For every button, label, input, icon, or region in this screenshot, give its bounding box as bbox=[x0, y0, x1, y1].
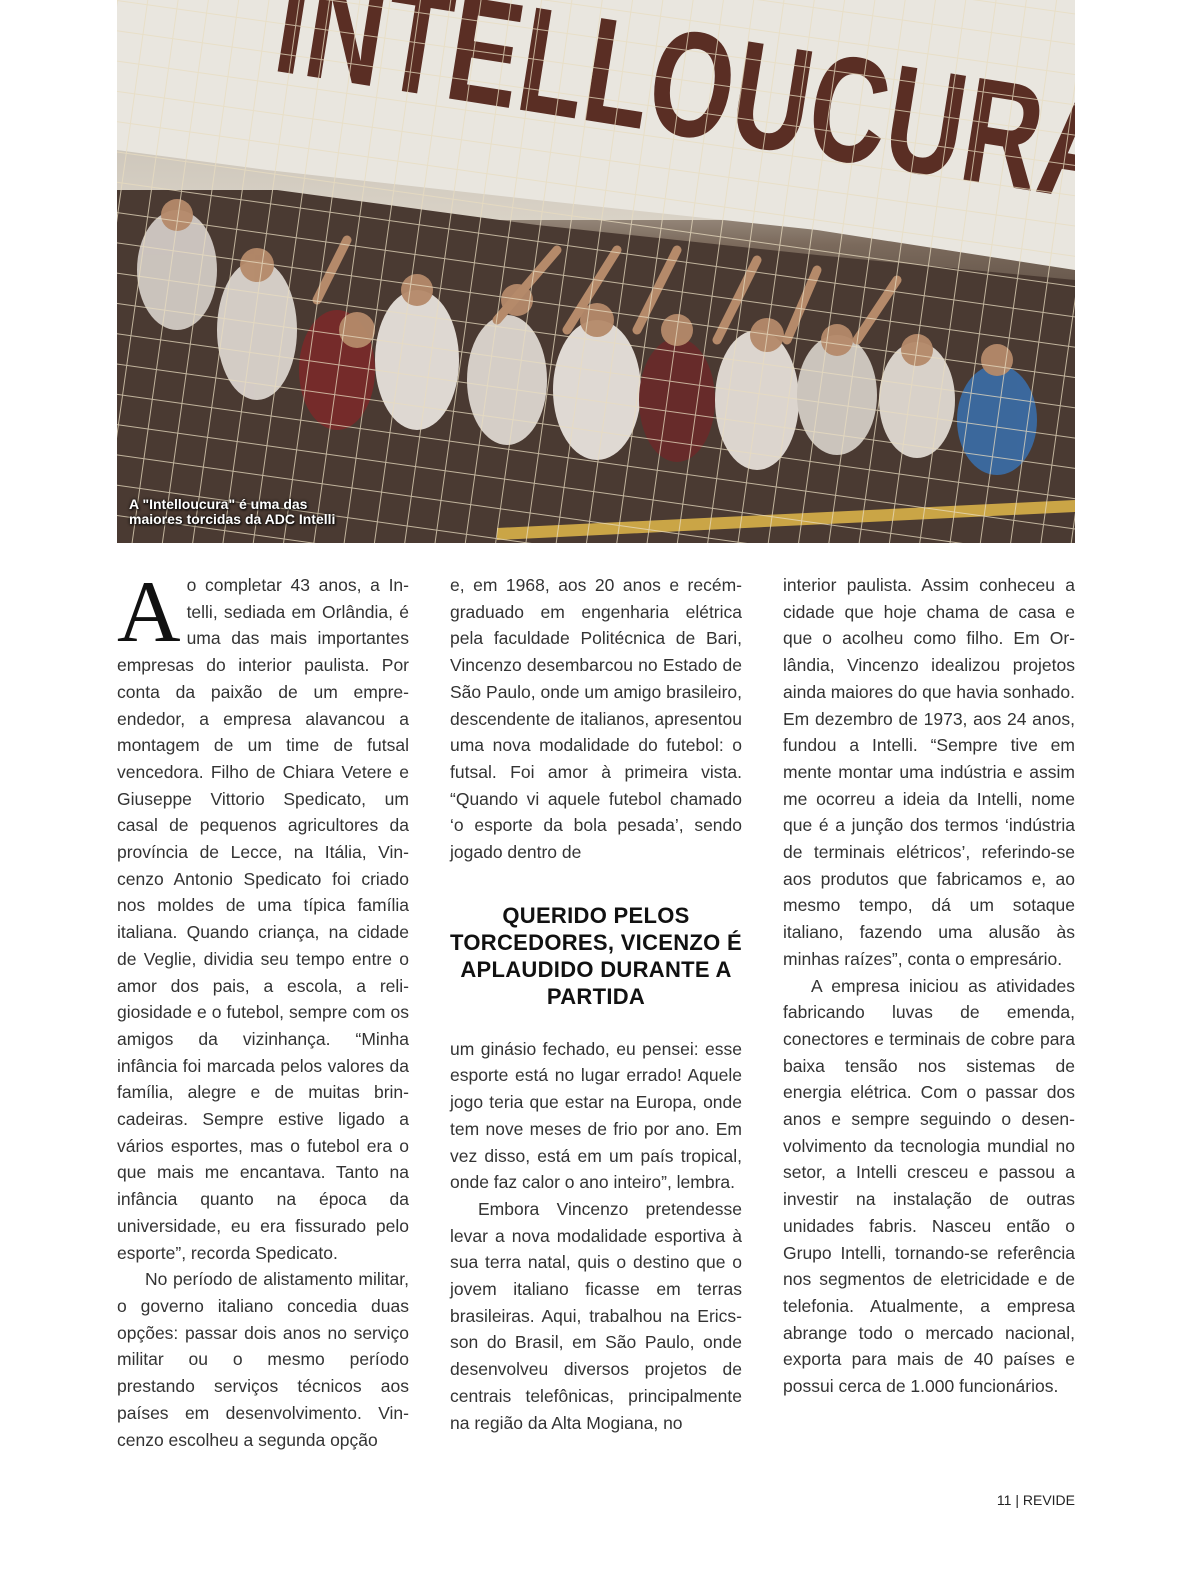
pull-quote: QUERIDO PELOS TORCEDORES, VICENZO É APLAUDIDO DURANTE A PARTIDA bbox=[450, 902, 742, 1009]
page-folio: 11 | REVIDE bbox=[996, 1492, 1075, 1508]
article-column-2 bbox=[450, 572, 742, 1436]
article-column-3 bbox=[783, 572, 1075, 1400]
photo-caption bbox=[129, 497, 389, 527]
hero-photo bbox=[117, 0, 1075, 543]
paragraph: interior paulista. Assim conheceu a cidade que hoje chama de casa e que o acolheu como filho. Em Orlândia, Vincenzo idealizou projetos ainda maiores do que havia sonhado. Em dezembro de 1973, aos 24 anos, fundou a Intelli. “Sempre tive em mente montar uma indústria e assim me ocorreu a ideia da Intelli, nome que é a junção dos termos ‘indústria de terminais elétricos’, referindo-se aos produtos que fabricamos e, ao mesmo tempo, dá um sotaque italiano, fazendo uma alusão às minhas raízes”, conta o empresário. bbox=[783, 575, 1075, 969]
paragraph: A empresa iniciou as atividades fabricando luvas de emenda, conectores e terminais de cobre para baixa tensão nos sistemas de energia elétrica. Com o passar dos anos e sempre seguindo o desenvolvimento da tecnologia mundial no setor, a Intelli cresceu e passou a investir na instalação de outras unidades fabris. Nasceu então o Grupo Intelli, tornando-se referência nos segmentos de eletricidade e de telefonia. Atualmente, a empresa abrange todo o mercado nacional, exporta para mais de 40 países e possui cerca de 1.000 funcionários. bbox=[783, 975, 1075, 1397]
paragraph: um ginásio fechado, eu pensei: esse esporte está no lugar errado! Aquele jogo teria que estar na Europa, onde tem nove meses de frio por ano. Em vez disso, está em um país tropical, onde faz calor o ano inteiro”, lembra. bbox=[450, 1038, 742, 1193]
paragraph bbox=[117, 564, 409, 1266]
paragraph: e, em 1968, aos 20 anos e recém-graduado em engenharia elétrica pela faculdade Politécnica de Bari, Vincenzo desembarcou no Estado de São Paulo, onde um amigo brasileiro, descendente de italianos, apresentou uma nova modalidade do futebol: o futsal. Foi amor à primeira vista. “Quando vi aquele futebol chamado ‘o esporte da bola pesada’, sendo jogado dentro de bbox=[450, 575, 742, 863]
caption-line-2: maiores torcidas da ADC Intelli bbox=[129, 511, 336, 527]
drop-cap: A bbox=[117, 564, 181, 661]
paragraph-text: o completar 43 anos, a Intelli, sediada em Orlândia, é uma das mais importantes empresas do interior paulista. Por conta da paixão de um empreendedor, a empresa alavancou a montagem de um time de futsal vencedora. Filho de Chiara Vetere e Giuseppe Vittorio Spedicato, um casal de pequenos agricultores da província de Lecce, na Itália, Vincenzo Antonio Spedicato foi criado nos moldes de uma típica família italiana. Quando criança, na cidade de Veglie, dividia seu tempo entre o amor dos pais, a escola, a religiosidade e o futebol, sempre com os amigos da vizinhança. “Minha infância foi marcada pelos valores da família, alegre e de muitas brincadeiras. Sempre estive ligado a vários esportes, mas o futebol era o que mais me encantava. Tanto na infância quanto na época da universidade, eu era fissurado pelo esporte”, recorda Spedicato. bbox=[117, 575, 409, 1263]
caption-line-1: A "Intelloucura" é uma das bbox=[129, 496, 308, 512]
crowd-illustration bbox=[117, 0, 1075, 543]
paragraph: Embora Vincenzo pretendesse levar a nova modalidade esportiva à sua terra natal, quis o destino que o jovem italiano ficasse em terras brasileiras. Aqui, trabalhou na Ericsson do Brasil, em São Paulo, onde desenvolveu diversos projetos de centrais telefônicas, principalmente na região da Alta Mogiana, no bbox=[450, 1198, 742, 1433]
paragraph: No período de alistamento militar, o governo italiano concedia duas opções: passar dois anos no serviço militar ou o mesmo período prestando serviços técnicos aos países em desenvolvimento. Vincenzo escolheu a segunda opção bbox=[117, 1269, 409, 1450]
article-column-1 bbox=[117, 564, 409, 1453]
